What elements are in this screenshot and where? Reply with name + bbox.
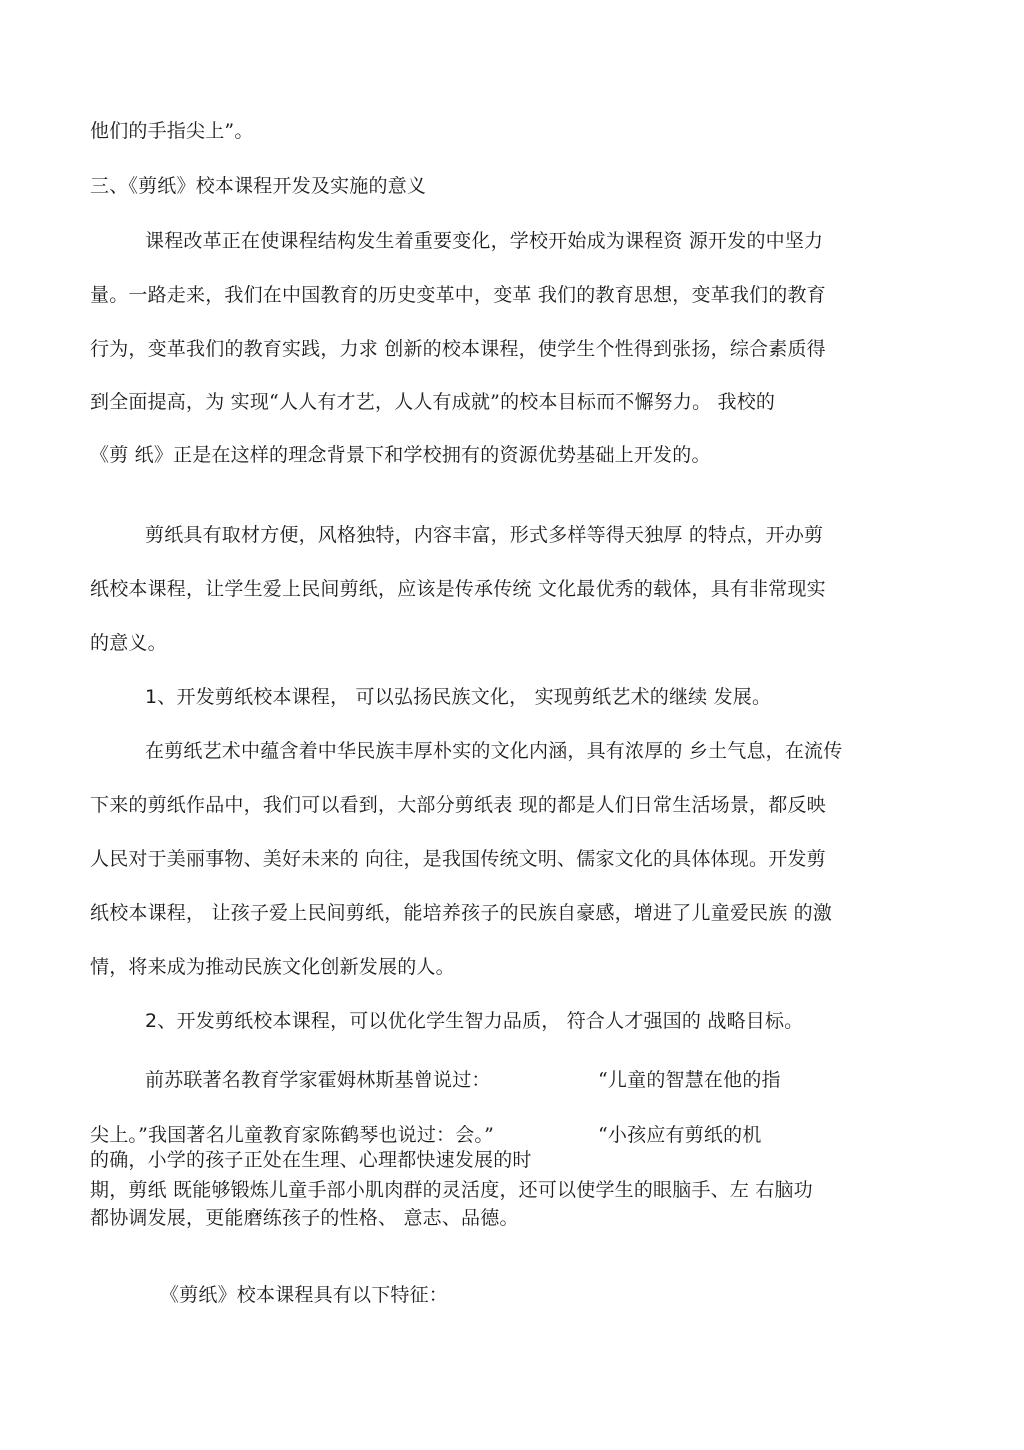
text-line: 在剪纸艺术中蕴含着中华民族丰厚朴实的文化内涵，具有浓厚的 乡土气息，在流传 [145, 740, 843, 762]
text-line: 剪纸具有取材方便，风格独特，内容丰富，形式多样等得天独厚 的特点，开办剪 [145, 524, 824, 546]
text-line: 纸校本课程， 让孩子爱上民间剪纸，能培养孩子的民族自豪感，增进了儿童爱民族 的激 [90, 902, 833, 924]
text-line: 《剪纸》校本课程具有以下特征： [160, 1284, 449, 1306]
text-line: 他们的手指尖上”。 [90, 120, 254, 142]
text-line: 期，剪纸 既能够锻炼儿童手部小肌肉群的灵活度，还可以使学生的眼脑手、左 右脑功 [90, 1179, 813, 1201]
text-line: 都协调发展，更能磨练孩子的性格、 意志、品德。 [90, 1207, 519, 1229]
text-line: 下来的剪纸作品中，我们可以看到，大部分剪纸表 现的都是人们日常生活场景，都反映 [90, 794, 826, 816]
text-line: 纸校本课程，让学生爱上民间剪纸，应该是传承传统 文化最优秀的载体，具有非常现实 [90, 578, 826, 600]
numbered-heading: 2、开发剪纸校本课程，可以优化学生智力品质， 符合人才强国的 战略目标。 [145, 1010, 804, 1032]
text-line: 尖上。”我国著名儿童教育家陈鹤琴也说过：会。” [90, 1124, 495, 1146]
text-line: 的确，小学的孩子正处在生理、心理都快速发展的时 [90, 1149, 532, 1171]
text-line: 行为，变革我们的教育实践，力求 创新的校本课程，使学生个性得到张扬，综合素质得 [90, 338, 826, 360]
text-line: 情，将来成为推动民族文化创新发展的人。 [90, 956, 455, 978]
text-line: 到全面提高，为 实现“人人有才艺，人人有成就”的校本目标而不懈努力。 我校的 [90, 391, 776, 413]
text-line: 《剪 纸》正是在这样的理念背景下和学校拥有的资源优势基础上开发的。 [90, 444, 711, 466]
section-heading: 三、《剪纸》校本课程开发及实施的意义 [90, 175, 427, 197]
numbered-heading: 1、开发剪纸校本课程， 可以弘扬民族文化， 实现剪纸艺术的继续 发展。 [145, 686, 772, 708]
text-line: 课程改革正在使课程结构发生着重要变化，学校开始成为课程资 源开发的中坚力 [145, 230, 824, 252]
quote-fragment: “儿童的智慧在他的指 [598, 1069, 781, 1091]
quote-fragment: “小孩应有剪纸的机 [598, 1124, 762, 1146]
text-line: 量。一路走来，我们在中国教育的历史变革中，变革 我们的教育思想，变革我们的教育 [90, 284, 826, 306]
text-line: 的意义。 [90, 632, 167, 654]
text-line: 人民对于美丽事物、美好未来的 向往，是我国传统文明、儒家文化的具体体现。开发剪 [90, 848, 826, 870]
text-line: 前苏联著名教育学家霍姆林斯基曾说过： [145, 1069, 491, 1091]
